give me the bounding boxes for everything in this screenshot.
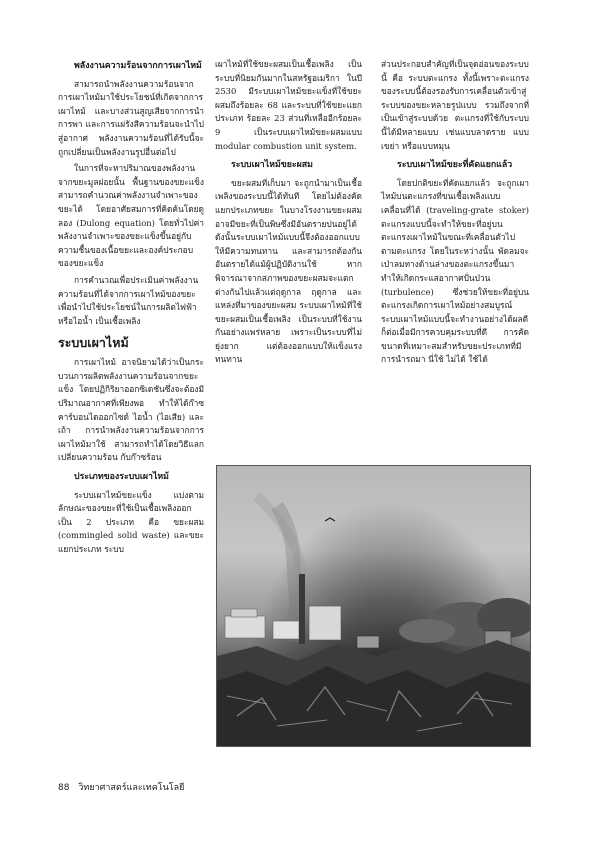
paragraph: ในการที่จะหาปริมาณของพลังงานจากขยะมูลฝอยนั้น พื้นฐานของขยะแข็ง สามารถคำนวณค่าพลังงานจำเพาะของขยะได้ โดยอาศัยสมการที่คิดค้นโดยดูลอง (Dulong equation) โดยทั่วไปค่าพลังงานจำเพาะของขยะแข็งขึ้นอยู่กับความชื้นของเนื้อขยะและองค์ประกอบของขยะแข็ง bbox=[58, 163, 204, 269]
page-number: 88 bbox=[58, 783, 70, 793]
paragraph: เผาไหม้ที่ใช้ขยะผสมเป็นเชื้อเพลิง เป็นระบบที่นิยมกันมากในสหรัฐอเมริกา ในปี 2530 มีระบบเผาไหม้ขยะแข็งที่ใช้ขยะผสมถึงร้อยละ 68 และระบบที่ใช้ขยะแยกประเภท ร้อยละ 23 ส่วนที่เหลืออีกร้อยละ 9 เป็นระบบเผาไหม้ขยะผสมแบบ modular combustion unit system. bbox=[215, 59, 362, 151]
heading-mixed-waste: ระบบเผาไหม้ขยะผสม bbox=[231, 160, 313, 171]
page-footer bbox=[58, 782, 184, 794]
heading-combustion-system: ระบบเผาไหม้ bbox=[58, 335, 129, 351]
heading-combustion-types: ประเภทของระบบเผาไหม้ bbox=[74, 472, 169, 483]
paragraph: โดยปกติขยะที่คัดแยกแล้ว จะถูกเผาไหม้บนตะแกรงที่ขนเชื้อเพลิงแบบเคลื่อนที่ได้ (traveling-grate stoker) ตะแกรงแบบนี้จะทำให้ขยะที่อยู่บนตะแกรงเผาไหม้ในขณะที่เคลื่อนตัวไปตามตะแกรง โดยในระหว่างนั้น พัดลมจะเป่าลมทางด้านล่างของตะแกรงขึ้นมา ทำให้เกิดกระแสอากาศปั่นป่วน (turbulence) ซึ่งช่วยให้ขยะที่อยู่บนตะแกรงเกิดการเผาไหม้อย่างสมบูรณ์ ระบบเผาไหม้แบบนี้จะทำงานอย่างได้ผลดีก็ต่อเมื่อมีการควบคุมระบบที่ดี การคัดขนาดที่เหมาะสมสำหรับขยะประเภทที่มีการนำรถมา นี่ใช้ ไม่ได้ ใช้ได้ bbox=[381, 177, 529, 365]
paragraph: การคำนวณเพื่อประเมินค่าพลังงานความร้อนที่ได้จากการเผาไหม้ของขยะเพื่อนำไปใช้ประโยชน์ในการผลิตไฟฟ้าหรือไอน้ำ เป็นเชื้อเพลิง bbox=[58, 274, 199, 326]
paragraph: สามารถนำพลังงานความร้อนจากการเผาไหม้มาใช้ประโยชน์ที่เกิดจากการเผาไหม้ และบางส่วนสูญเสียจากการนำ การพา และการแผ่รังสีความร้อนจะนำไปสู่อากาศ พลังงานความร้อนที่ได้รับนี้จะถูกเปลี่ยนเป็นพลังงานรูปอื่นต่อไป bbox=[58, 78, 204, 157]
text-column-3 bbox=[381, 58, 529, 370]
text-column-2 bbox=[215, 58, 362, 370]
landfill-photo bbox=[216, 465, 531, 747]
paragraph: ขยะผสมที่เก็บมา จะถูกนำมาเป็นเชื้อเพลิงของระบบนี้ได้ทันที โดยไม่ต้องคัดแยกประเภทขยะ ในบางโรงงานขยะผสมอาจมีขยะที่เป็นพิษซึ่งมีอันตรายปนอยู่ได้ ดังนั้นระบบเผาไหม้แบบนี้จึงต้องออกแบบให้มีความทนทาน และสามารถต้องกันอันตรายได้แม้ผู้ปฏิบัติงานใช้ หากพิจารณาจากสภาพของขยะผสมจะแตกต่างกันไปแล้วแต่ฤดูกาล ฤดูกาล และแหล่งที่มาของขยะผสม ระบบเผาไหม้ที่ใช้ขยะผสมเป็นเชื้อเพลิง เป็นระบบที่ใช้งานกันอย่างแพร่หลาย เพราะเป็นระบบที่ไม่ยุ่งยาก แต่ต้องออกแบบให้แข็งแรงทนทาน bbox=[215, 177, 362, 365]
landfill-photo-illustration bbox=[217, 466, 530, 746]
heading-heat-energy: พลังงานความร้อนจากการเผาไหม้ bbox=[74, 61, 202, 71]
paragraph: ระบบเผาไหม้ขยะแข็ง แบ่งตามลักษณะของขยะที่ใช้เป็นเชื้อเพลิงออกเป็น 2 ประเภท คือ ขยะผสม (commingled solid waste) และขยะแยกประเภท ระบบ bbox=[58, 489, 204, 554]
paragraph: ส่วนประกอบสำคัญที่เป็นจุดอ่อนของระบบนี้ คือ ระบบตะแกรง ทั้งนี้เพราะตะแกรงของระบบนี้ต้องรองรับการเคลื่อนตัวเข้าสู่ระบบของขยะหลายรูปแบบ รวมถึงจากที่เป็นเข้าสู่ระบบด้วย ตะแกรงที่ใช้กับระบบนี้ได้มีหลายแบบ เช่นแบบลาดราย แบบเขย่า หรือแบบหมุน bbox=[381, 59, 529, 151]
text-column-1 bbox=[58, 58, 204, 560]
heading-sorted-waste: ระบบเผาไหม้ขยะที่คัดแยกแล้ว bbox=[397, 160, 513, 171]
paragraph: การเผาไหม้ อาจนิยามได้ว่าเป็นกระบวนการผลิตพลังงานความร้อนจากขยะแข็ง โดยปฏิกิริยาออกซิเดชันซึ่งจะต้องมีปริมาณอากาศที่เพียงพอ ทำให้ได้ก๊าซคาร์บอนไดออกไซด์ ไอน้ำ (ไอเสีย) และเถ้า การนำพลังงานความร้อนจากการเผาไหม้มาใช้ สามารถทำได้โดยวิธีแลกเปลี่ยนความร้อน กับก๊าซร้อน bbox=[58, 357, 204, 463]
journal-name: วิทยาศาสตร์และเทคโนโลยี bbox=[78, 783, 185, 793]
